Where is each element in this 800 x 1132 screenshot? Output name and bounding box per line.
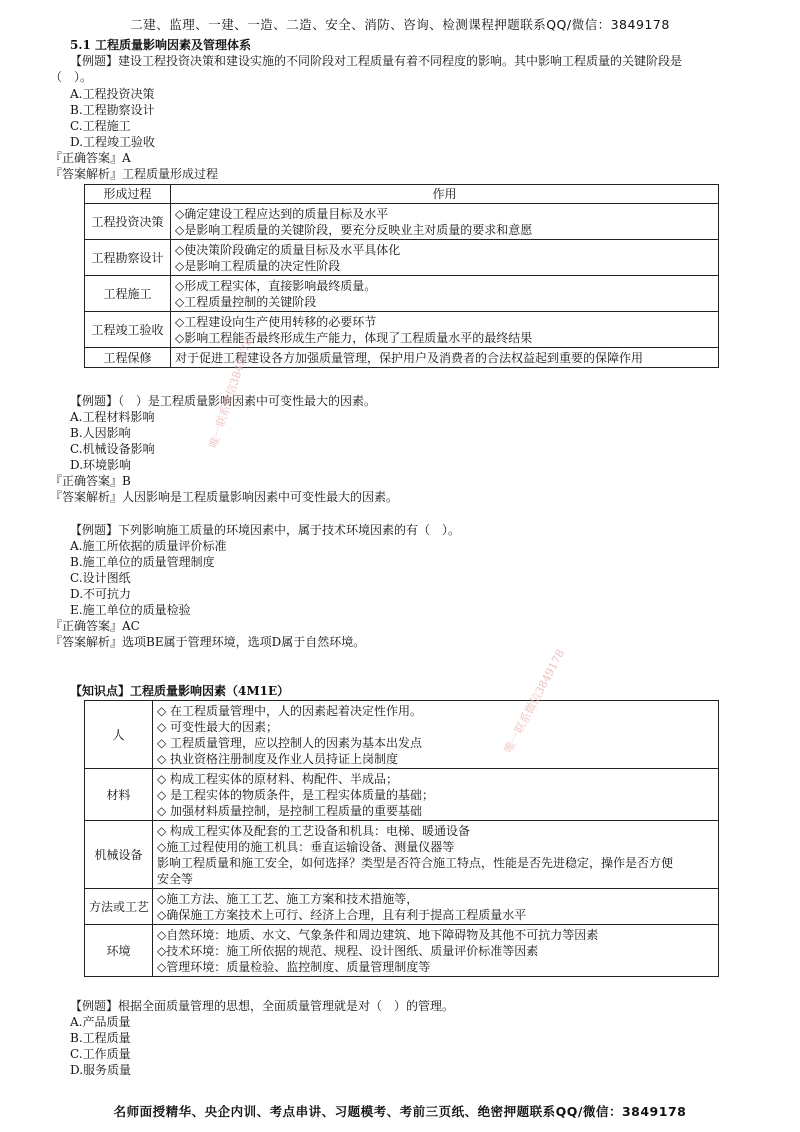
detail-line: ◇ 构成工程实体及配套的工艺设备和机具：电梯、暖通设备	[157, 823, 471, 838]
table-row	[85, 276, 719, 312]
stage-cell: 工程竣工验收	[85, 312, 171, 348]
effect-cell	[171, 204, 719, 240]
q3-option-a: A.施工所依据的质量评价标准	[70, 539, 227, 553]
effect-line: ◇是影响工程质量的关键阶段，要充分反映业主对质量的要求和意愿	[175, 222, 533, 237]
q4-option-d: D.服务质量	[70, 1063, 132, 1077]
factor-cell: 环境	[85, 925, 153, 977]
detail-cell	[153, 925, 719, 977]
q1-option-c: C.工程施工	[70, 119, 131, 133]
detail-line: ◇自然环境：地质、水文、气象条件和周边建筑、地下障碍物及其他不可抗力等因素	[157, 927, 599, 942]
q3-option-c: C.设计图纸	[70, 571, 131, 585]
q2-stem: 【例题】（ ）是工程质量影响因素中可变性最大的因素。	[70, 394, 377, 408]
table-row	[85, 925, 719, 977]
q2-option-b: B.人因影响	[70, 426, 131, 440]
detail-cell	[153, 769, 719, 821]
detail-line: ◇ 是工程实体的物质条件，是工程实体质量的基础；	[157, 787, 435, 802]
table-row	[85, 889, 719, 925]
detail-cell	[153, 701, 719, 769]
table-row	[85, 240, 719, 276]
detail-line: ◇ 工程质量管理，应以控制人的因素为基本出发点	[157, 735, 423, 750]
q2-option-c: C.机械设备影响	[70, 442, 155, 456]
q2-option-a: A.工程材料影响	[70, 410, 155, 424]
detail-line: ◇施工过程使用的施工机具：垂直运输设备、测量仪器等	[157, 839, 455, 854]
q1-option-d: D.工程竣工验收	[70, 135, 156, 149]
q4-option-c: C.工作质量	[70, 1047, 131, 1061]
factor-cell: 材料	[85, 769, 153, 821]
detail-line: ◇ 加强材料质量控制，是控制工程质量的重要基础	[157, 803, 423, 818]
table-header-cell: 作用	[171, 185, 719, 204]
table-row	[85, 701, 719, 769]
effect-line: ◇是影响工程质量的决定性阶段	[175, 258, 341, 273]
effect-line: ◇影响工程能否最终形成生产能力，体现了工程质量水平的最终结果	[175, 330, 533, 345]
q4-option-a: A.产品质量	[70, 1015, 131, 1029]
effect-line: ◇工程质量控制的关键阶段	[175, 294, 317, 309]
stage-cell: 工程施工	[85, 276, 171, 312]
effect-line: ◇形成工程实体，直接影响最终质量。	[175, 278, 377, 293]
effect-line: ◇使决策阶段确定的质量目标及水平具体化	[175, 242, 401, 257]
stage-cell: 工程投资决策	[85, 204, 171, 240]
page-header: 二建、监理、一建、一造、二造、安全、消防、咨询、检测课程押题联系QQ/微信：3849178	[130, 17, 670, 32]
detail-line: 安全等	[157, 871, 194, 886]
knowledge-title: 【知识点】工程质量影响因素（4M1E）	[70, 684, 290, 698]
detail-line: ◇ 可变性最大的因素；	[157, 719, 279, 734]
stage-cell: 工程勘察设计	[85, 240, 171, 276]
q3-option-b: B.施工单位的质量管理制度	[70, 555, 215, 569]
effect-cell	[171, 276, 719, 312]
table-row	[85, 821, 719, 889]
table-row	[85, 769, 719, 821]
page-footer: 名师面授精华、央企内训、考点串讲、习题模考、考前三页纸、绝密押题联系QQ/微信：3849178	[113, 1104, 687, 1119]
factor-cell: 机械设备	[85, 821, 153, 889]
detail-line: ◇施工方法、施工工艺、施工方案和技术措施等，	[157, 891, 419, 906]
detail-line: ◇ 构成工程实体的原材料、构配件、半成品；	[157, 771, 399, 786]
q1-analysis: 『答案解析』工程质量形成过程	[50, 167, 219, 181]
table-header-cell: 形成过程	[85, 185, 171, 204]
detail-cell	[153, 821, 719, 889]
q2-answer: 『正确答案』B	[50, 474, 131, 488]
table-row	[85, 312, 719, 348]
stage-cell: 工程保修	[85, 348, 171, 368]
q2-analysis: 『答案解析』人因影响是工程质量影响因素中可变性最大的因素。	[50, 490, 399, 504]
table-row	[85, 348, 719, 368]
detail-line: ◇ 执业资格注册制度及作业人员持证上岗制度	[157, 751, 399, 766]
q4-stem: 【例题】根据全面质量管理的思想，全面质量管理就是对（ ）的管理。	[70, 999, 455, 1013]
q3-stem: 【例题】下列影响施工质量的环境因素中，属于技术环境因素的有（ ）。	[70, 523, 461, 537]
q3-analysis: 『答案解析』选项BE属于管理环境，选项D属于自然环境。	[50, 635, 366, 649]
q1-option-a: A.工程投资决策	[70, 87, 155, 101]
table-header-row	[85, 185, 719, 204]
detail-line: ◇ 在工程质量管理中，人的因素起着决定性作用。	[157, 703, 423, 718]
q3-option-d: D.不可抗力	[70, 587, 132, 601]
q2-option-d: D.环境影响	[70, 458, 132, 472]
factor-cell: 人	[85, 701, 153, 769]
q1-stem-line1: 【例题】建设工程投资决策和建设实施的不同阶段对工程质量有着不同程度的影响。其中影响工程质量的关键阶段是	[70, 54, 683, 68]
detail-cell	[153, 889, 719, 925]
q3-answer: 『正确答案』AC	[50, 619, 140, 633]
q1-answer: 『正确答案』A	[50, 151, 131, 165]
q1-stem-line2: （ ）。	[50, 70, 93, 84]
effect-cell	[171, 240, 719, 276]
section-title: 5.1 工程质量影响因素及管理体系	[70, 38, 252, 52]
detail-line: 影响工程质量和施工安全，如何选择？类型是否符合施工特点，性能是否先进稳定，操作是否方便	[157, 855, 674, 870]
watermark-text: 唯一联系微信3849178	[206, 336, 255, 450]
detail-line: ◇管理环境：质量检验、监控制度、质量管理制度等	[157, 959, 431, 974]
formation-process-table	[84, 184, 719, 368]
detail-line: ◇技术环境：施工所依据的规范、规程、设计图纸、质量评价标准等因素	[157, 943, 539, 958]
effect-line: ◇工程建设向生产使用转移的必要环节	[175, 314, 377, 329]
q1-option-b: B.工程勘察设计	[70, 103, 155, 117]
q3-option-e: E.施工单位的质量检验	[70, 603, 191, 617]
effect-cell: 对于促进工程建设各方加强质量管理，保护用户及消费者的合法权益起到重要的保障作用	[171, 348, 719, 368]
q4-option-b: B.工程质量	[70, 1031, 131, 1045]
detail-line: ◇确保施工方案技术上可行、经济上合理，且有利于提高工程质量水平	[157, 907, 527, 922]
table-row	[85, 204, 719, 240]
factor-cell: 方法或工艺	[85, 889, 153, 925]
effect-line: ◇确定建设工程应达到的质量目标及水平	[175, 206, 389, 221]
factors-table	[84, 700, 719, 977]
watermark-text: 唯一联系微信3849178	[501, 647, 568, 756]
